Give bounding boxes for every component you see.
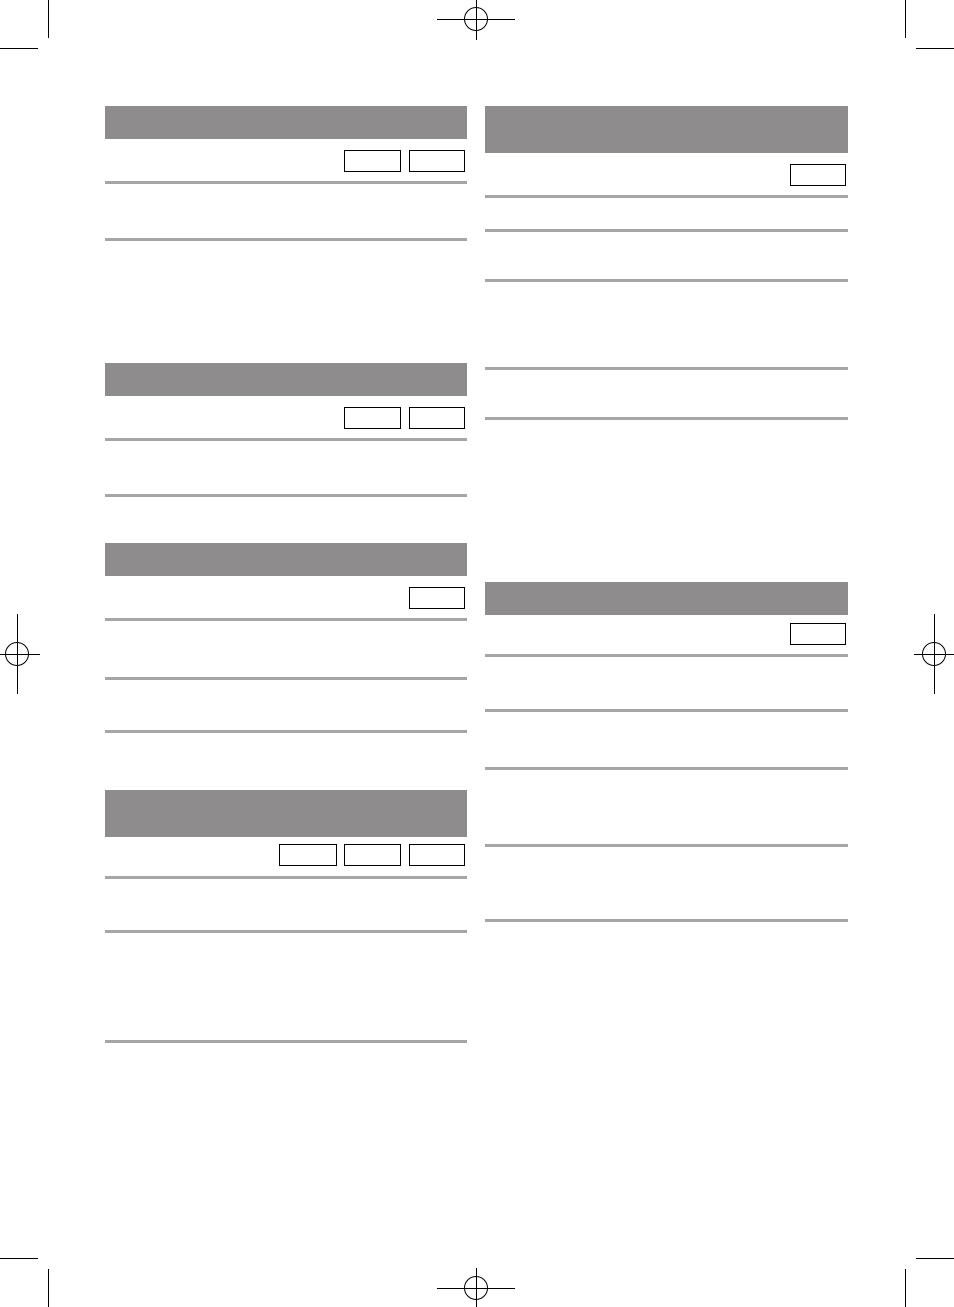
disc-type-tag (790, 164, 846, 186)
disc-type-tag (409, 844, 465, 866)
divider (485, 767, 848, 770)
crop-mark (0, 48, 38, 49)
divider (105, 181, 467, 184)
crop-mark (48, 0, 49, 38)
divider (105, 930, 467, 933)
divider (105, 1040, 467, 1043)
disc-type-tag (409, 587, 465, 609)
crop-mark (905, 1269, 906, 1307)
disc-type-tag (790, 623, 846, 645)
divider (105, 730, 467, 733)
section-header (485, 106, 848, 153)
divider (485, 709, 848, 712)
divider (485, 919, 848, 922)
registration-circle (464, 7, 488, 31)
registration-circle (464, 1276, 488, 1300)
section-header (105, 543, 467, 576)
divider (485, 195, 848, 198)
divider (485, 417, 848, 420)
divider (485, 654, 848, 657)
divider (485, 844, 848, 847)
divider (485, 367, 848, 370)
disc-type-tag (344, 150, 401, 172)
section-header (105, 790, 467, 837)
disc-type-tag (344, 844, 401, 866)
section-header (105, 106, 467, 139)
crop-mark (905, 0, 906, 38)
registration-circle (922, 642, 946, 666)
divider (105, 876, 467, 879)
divider (105, 618, 467, 621)
divider (105, 438, 467, 441)
section-header (105, 363, 467, 396)
divider (485, 229, 848, 232)
crop-mark (916, 1258, 954, 1259)
crop-mark (0, 1258, 38, 1259)
divider (105, 677, 467, 680)
disc-type-tag (409, 150, 465, 172)
divider (105, 494, 467, 497)
registration-circle (5, 642, 29, 666)
divider (485, 279, 848, 282)
crop-mark (916, 48, 954, 49)
section-header (485, 582, 848, 615)
disc-type-tag (279, 844, 337, 866)
disc-type-tag (344, 407, 401, 429)
disc-type-tag (409, 407, 465, 429)
divider (105, 238, 467, 241)
crop-mark (48, 1269, 49, 1307)
